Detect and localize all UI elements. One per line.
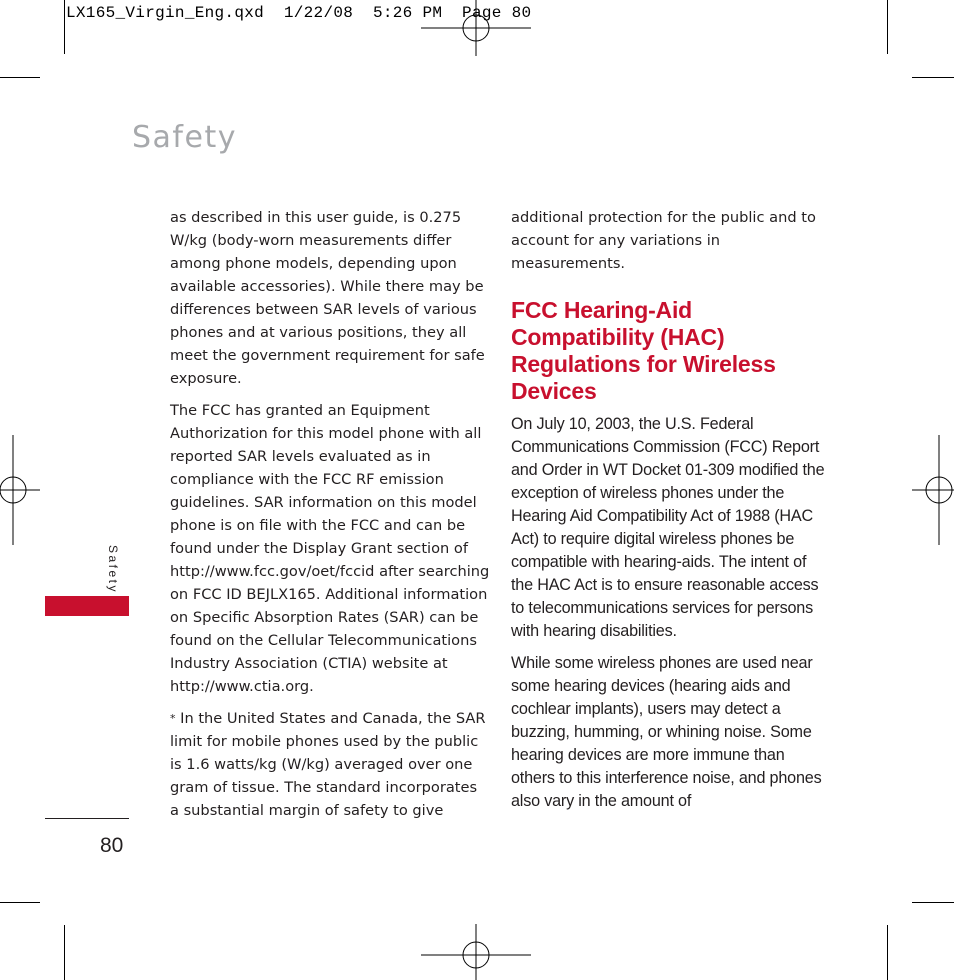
crop-mark-top-left-v — [64, 0, 65, 54]
right-column — [511, 206, 831, 822]
crop-mark-bottom-left-h — [0, 902, 40, 903]
registration-mark-left — [0, 435, 40, 545]
side-tab-bar — [45, 596, 129, 616]
paragraph: as described in this user guide, is 0.275 W/kg (body-worn measurements differ among phone models, depending upon available accessories). While there may be differences between SAR levels of various phones and at various positions, they all meet the government requirement for safe exposure. — [170, 209, 485, 387]
asterisk-mark: * — [170, 712, 176, 725]
print-slug: LX165_Virgin_Eng.qxd 1/22/08 5:26 PM Page 80 — [66, 4, 532, 22]
registration-mark-top — [421, 0, 531, 56]
paragraph: While some wireless phones are used near some hearing devices (hearing aids and cochlear implants), users may detect a buzzing, humming, or whining noise. Some hearing devices are more immune than others to this interference noise, and phones also vary in the amount of — [511, 654, 822, 810]
crop-mark-top-right-h — [912, 77, 954, 78]
footnote-paragraph — [170, 707, 490, 822]
crop-mark-bottom-right-v — [887, 925, 888, 980]
page-number: 80 — [100, 834, 124, 857]
footnote-text: In the United States and Canada, the SAR limit for mobile phones used by the public is 1.6 watts/kg (W/kg) averaged over one gram of tissue. The standard incorporates a substantial margin of safety to give — [170, 710, 486, 819]
registration-mark-bottom — [421, 924, 531, 980]
section-heading: FCC Hearing-Aid Compatibility (HAC) Regulations for Wireless Devices — [511, 297, 776, 404]
registration-mark-right — [912, 435, 954, 545]
crop-mark-top-right-v — [887, 0, 888, 54]
section-title: Safety — [132, 120, 237, 155]
side-tab-label: Safety — [106, 545, 120, 595]
paragraph: On July 10, 2003, the U.S. Federal Communications Commission (FCC) Report and Order in WT Docket 01-309 modified the exception of wireless phones under the Hearing Aid Compatibility Act of 1988 (HAC Act) to require digital wireless phones be compatible with hearing-aids. The intent of the HAC Act is to ensure reasonable access to telecommunications services for persons with hearing disabilities. — [511, 415, 825, 640]
footer-rule — [45, 818, 129, 819]
left-column — [170, 206, 490, 831]
crop-mark-bottom-left-v — [64, 925, 65, 980]
paragraph: The FCC has granted an Equipment Authorization for this model phone with all reported SAR levels evaluated as in compliance with the FCC RF emission guidelines. SAR information on this model phone is on file with the FCC and can be found under the Display Grant section of http://www.fcc.gov/oet/fccid after searching on FCC ID BEJLX165. Additional information on Specific Absorption Rates (SAR) can be found on the Cellular Telecommunications Industry Association (CTIA) website at http://www.ctia.org. — [170, 402, 490, 695]
paragraph: additional protection for the public and to account for any variations in measurements. — [511, 209, 816, 272]
crop-mark-top-left-h — [0, 77, 40, 78]
crop-mark-bottom-right-h — [912, 902, 954, 903]
